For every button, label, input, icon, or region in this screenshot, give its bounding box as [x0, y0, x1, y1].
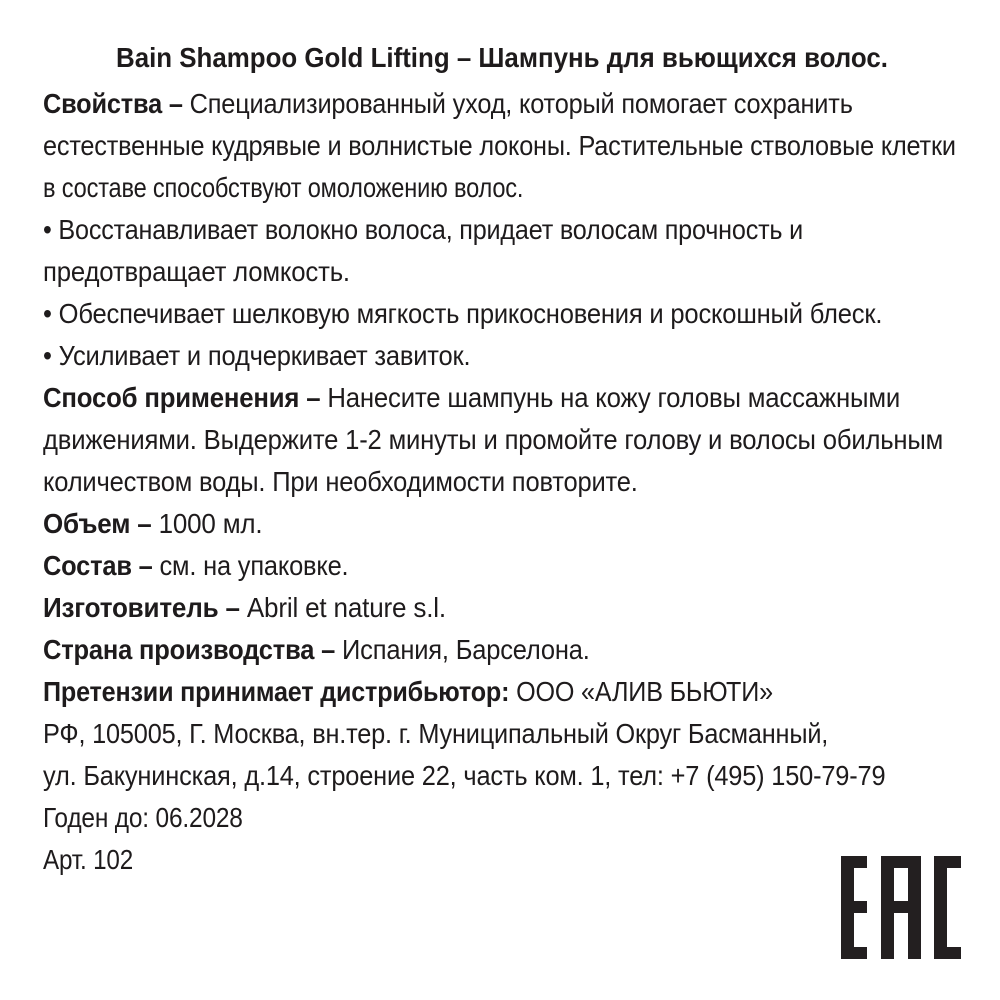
- volume-value: 1000 мл.: [151, 508, 263, 539]
- usage-line-3: количеством воды. При необходимости повторите.: [43, 466, 638, 497]
- properties-line-3: в составе способствуют омоложению волос.: [43, 172, 524, 203]
- eac-conformity-mark-icon: [841, 856, 961, 959]
- distributor-name: ООО «АЛИВ БЬЮТИ»: [509, 676, 773, 707]
- manufacturer-value: Abril et nature s.l.: [239, 592, 446, 623]
- usage-label: Способ применения –: [43, 382, 321, 413]
- composition-row: [43, 546, 348, 586]
- manufacturer-label: Изготовитель –: [43, 592, 240, 623]
- country-label: Страна производства –: [43, 634, 336, 665]
- distributor-address-line-2: ул. Бакунинская, д.14, строение 22, часть ком. 1, тел: +7 (495) 150-79-79: [43, 760, 886, 791]
- country-row: [43, 630, 590, 670]
- bullet-1-line-2: предотвращает ломкость.: [43, 256, 350, 287]
- claims-label: Претензии принимает дистрибьютор:: [43, 676, 510, 707]
- usage-line-1: [43, 378, 900, 418]
- bullet-2: • Обеспечивает шелковую мягкость прикосновения и роскошный блеск.: [43, 298, 883, 329]
- properties-line-2: естественные кудрявые и волнистые локоны. Растительные стволовые клетки: [43, 130, 956, 161]
- distributor-address-line-1: РФ, 105005, Г. Москва, вн.тер. г. Муниципальный Округ Басманный,: [43, 718, 829, 749]
- properties-label: Свойства –: [43, 88, 183, 119]
- composition-label: Состав –: [43, 550, 153, 581]
- bullet-1-line-1: • Восстанавливает волокно волоса, придает волосам прочность и: [43, 214, 804, 245]
- properties-text: Специализированный уход, который помогает сохранить: [182, 88, 853, 119]
- volume-row: [43, 504, 262, 544]
- expiry-date: Годен до: 06.2028: [43, 802, 243, 833]
- product-title: Bain Shampoo Gold Lifting – Шампунь для вьющихся волос.: [116, 42, 888, 73]
- composition-value: см. на упаковке.: [152, 550, 349, 581]
- usage-line-2: движениями. Выдержите 1-2 минуты и промойте голову и волосы обильным: [43, 424, 944, 455]
- volume-label: Объем –: [43, 508, 152, 539]
- claims-row: [43, 672, 773, 712]
- country-value: Испания, Барселона.: [335, 634, 590, 665]
- manufacturer-row: [43, 588, 446, 628]
- properties-line-1: [43, 84, 853, 124]
- bullet-3: • Усиливает и подчеркивает завиток.: [43, 340, 471, 371]
- article-number: Арт. 102: [43, 844, 134, 875]
- usage-text: Нанесите шампунь на кожу головы массажными: [320, 382, 901, 413]
